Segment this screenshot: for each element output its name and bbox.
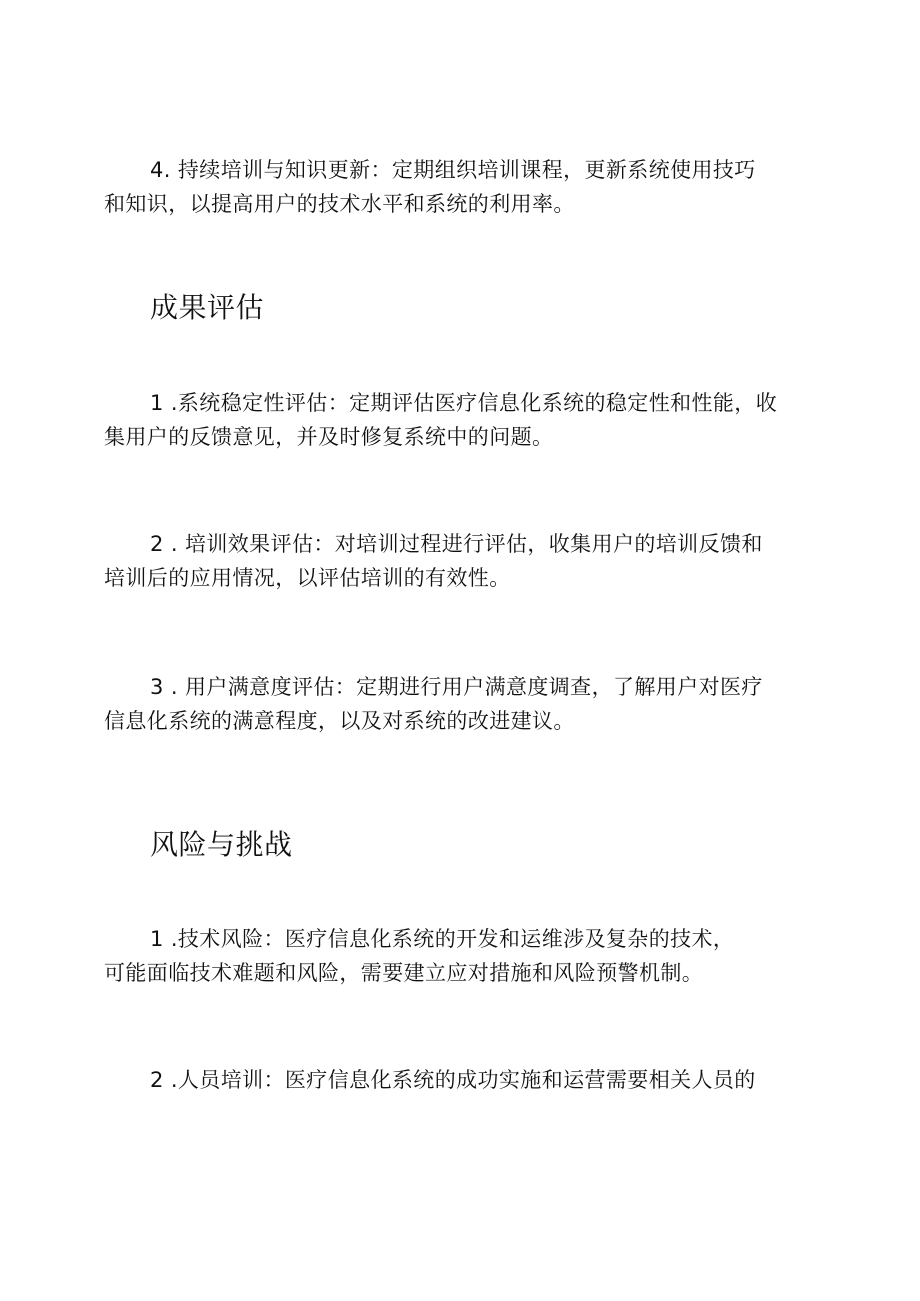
paragraph-personnel-training	[104, 1063, 824, 1097]
paragraph-line: 集用户的反馈意见，并及时修复系统中的问题。	[104, 425, 554, 449]
paragraph-technical-risk	[104, 922, 824, 990]
paragraph-line: 4. 持续培训与知识更新：定期组织培训课程，更新系统使用技巧	[150, 158, 756, 182]
section-heading-results: 成果评估	[150, 291, 265, 324]
paragraph-line: 信息化系统的满意程度，以及对系统的改进建议。	[104, 709, 575, 733]
paragraph-line: 3 . 用户满意度评估：定期进行用户满意度调查，了解用户对医疗	[150, 675, 763, 699]
paragraph-line: 2 .人员培训：医疗信息化系统的成功实施和运营需要相关人员的	[150, 1068, 756, 1092]
paragraph-line: 1 .系统稳定性评估：定期评估医疗信息化系统的稳定性和性能，收	[150, 391, 778, 415]
paragraph-stability-evaluation	[104, 386, 824, 454]
paragraph-line: 可能面临技术难题和风险，需要建立应对措施和风险预警机制。	[104, 961, 704, 985]
paragraph-line: 和知识，以提高用户的技术水平和系统的利用率。	[104, 192, 575, 216]
paragraph-line: 2 . 培训效果评估：对培训过程进行评估，收集用户的培训反馈和	[150, 532, 763, 556]
section-heading-risks: 风险与挑战	[150, 828, 293, 861]
paragraph-satisfaction-evaluation	[104, 670, 824, 738]
paragraph-continuous-training	[104, 153, 824, 221]
paragraph-training-evaluation	[104, 527, 824, 595]
paragraph-line: 培训后的应用情况，以评估培训的有效性。	[104, 566, 511, 590]
paragraph-line: 1 .技术风险：医疗信息化系统的开发和运维涉及复杂的技术，	[150, 927, 735, 951]
